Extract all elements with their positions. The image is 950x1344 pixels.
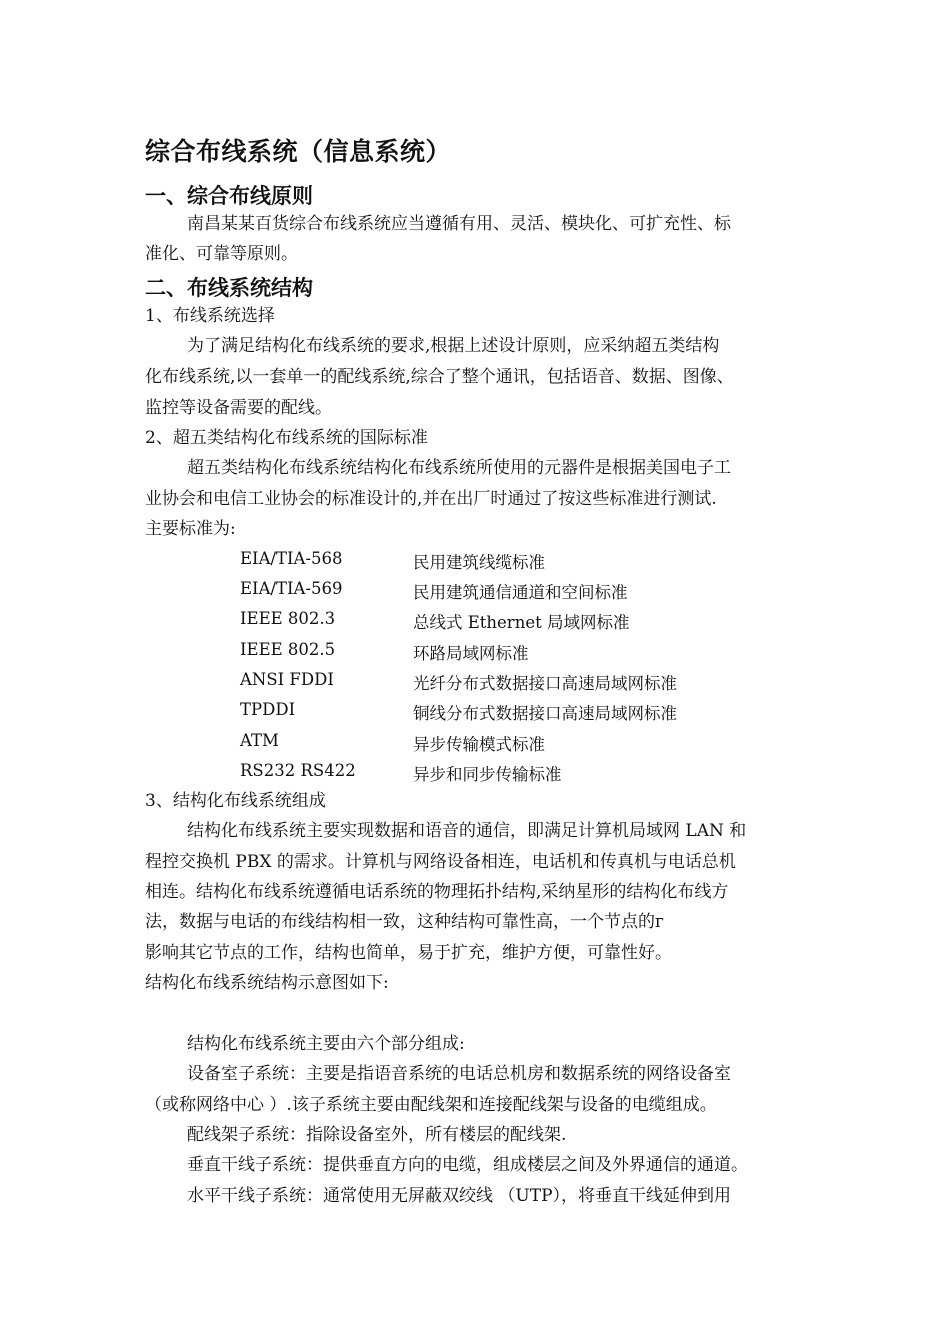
sub3-para-line: 结构化布线系统主要实现数据和语音的通信，即满足计算机局域网 LAN 和 (187, 821, 747, 841)
standard-code: EIA/TIA-569 (240, 579, 343, 598)
standard-desc: 民用建筑线缆标准 (413, 553, 545, 572)
standard-code: IEEE 802.5 (240, 640, 336, 659)
sub1-para-line: 化布线系统,以一套单一的配线系统,综合了整个通讯，包括语音、数据、图像、 (145, 367, 734, 387)
standard-code: RS232 RS422 (240, 761, 356, 780)
parts-line: 设备室子系统：主要是指语音系统的电话总机房和数据系统的网络设备室 (187, 1064, 731, 1084)
sub3-para-line: 法，数据与电话的布线结构相一致，这种结构可靠性高，一个节点的г (145, 912, 664, 932)
sub3-heading: 3、结构化布线系统组成 (145, 791, 326, 811)
standard-desc: 民用建筑通信通道和空间标准 (413, 583, 628, 602)
standard-code: ATM (240, 731, 279, 750)
standard-code: TPDDI (240, 700, 296, 719)
standard-code: ANSI FDDI (240, 670, 334, 689)
sub3-para-line: 程控交换机 PBX 的需求。计算机与网络设备相连，电话机和传真机与电话总机 (145, 852, 736, 872)
standard-desc: 铜线分布式数据接口高速局域网标准 (413, 704, 677, 723)
standard-desc: 环路局域网标准 (413, 644, 529, 663)
section1-para-line: 南昌某某百货综合布线系统应当遵循有用、灵活、模块化、可扩充性、标 (187, 214, 731, 234)
document-title: 综合布线系统（信息系统） (145, 137, 452, 166)
parts-line: 配线架子系统：指除设备室外，所有楼层的配线架. (187, 1125, 567, 1145)
parts-line: 垂直干线子系统：提供垂直方向的电缆，组成楼层之间及外界通信的通道。 (187, 1155, 748, 1175)
standard-desc: 异步和同步传输标准 (413, 765, 562, 784)
sub3-para-line: 相连。结构化布线系统遵循电话系统的物理拓扑结构,采纳星形的结构化布线方 (145, 882, 729, 902)
sub2-para-line: 业协会和电信工业协会的标准设计的,并在出厂时通过了按这些标准进行测试. (145, 489, 717, 509)
parts-intro: 结构化布线系统主要由六个部分组成: (187, 1034, 465, 1054)
standard-desc: 异步传输模式标准 (413, 735, 545, 754)
sub2-para-line: 主要标准为: (145, 519, 236, 539)
sub3-para-line: 影响其它节点的工作，结构也简单，易于扩充，维护方便，可靠性好。 (145, 943, 672, 963)
sub2-para-line: 超五类结构化布线系统结构化布线系统所使用的元器件是根据美国电子工 (187, 458, 731, 478)
parts-line: 水平干线子系统：通常使用无屏蔽双绞线 （UTP），将垂直干线延伸到用 (187, 1186, 732, 1206)
section2-heading: 二、布线系统结构 (145, 276, 313, 300)
sub1-para-line: 为了满足结构化布线系统的要求,根据上述设计原则，应采纳超五类结构 (187, 336, 720, 356)
sub1-heading: 1、布线系统选择 (145, 306, 275, 326)
section1-heading: 一、综合布线原则 (145, 184, 313, 208)
standard-code: IEEE 802.3 (240, 609, 336, 628)
diagram-caption: 结构化布线系统结构示意图如下: (145, 973, 389, 993)
standard-desc: 总线式 Ethernet 局域网标准 (413, 613, 630, 632)
sub2-heading: 2、超五类结构化布线系统的国际标准 (145, 428, 428, 448)
sub1-para-line: 监控等设备需要的配线。 (145, 398, 332, 418)
standard-desc: 光纤分布式数据接口高速局域网标准 (413, 674, 677, 693)
parts-line: （或称网络中心 ）.该子系统主要由配线架和连接配线架与设备的电缆组成。 (145, 1095, 717, 1115)
section1-para-line: 准化、可靠等原则。 (145, 244, 298, 264)
standard-code: EIA/TIA-568 (240, 549, 343, 568)
